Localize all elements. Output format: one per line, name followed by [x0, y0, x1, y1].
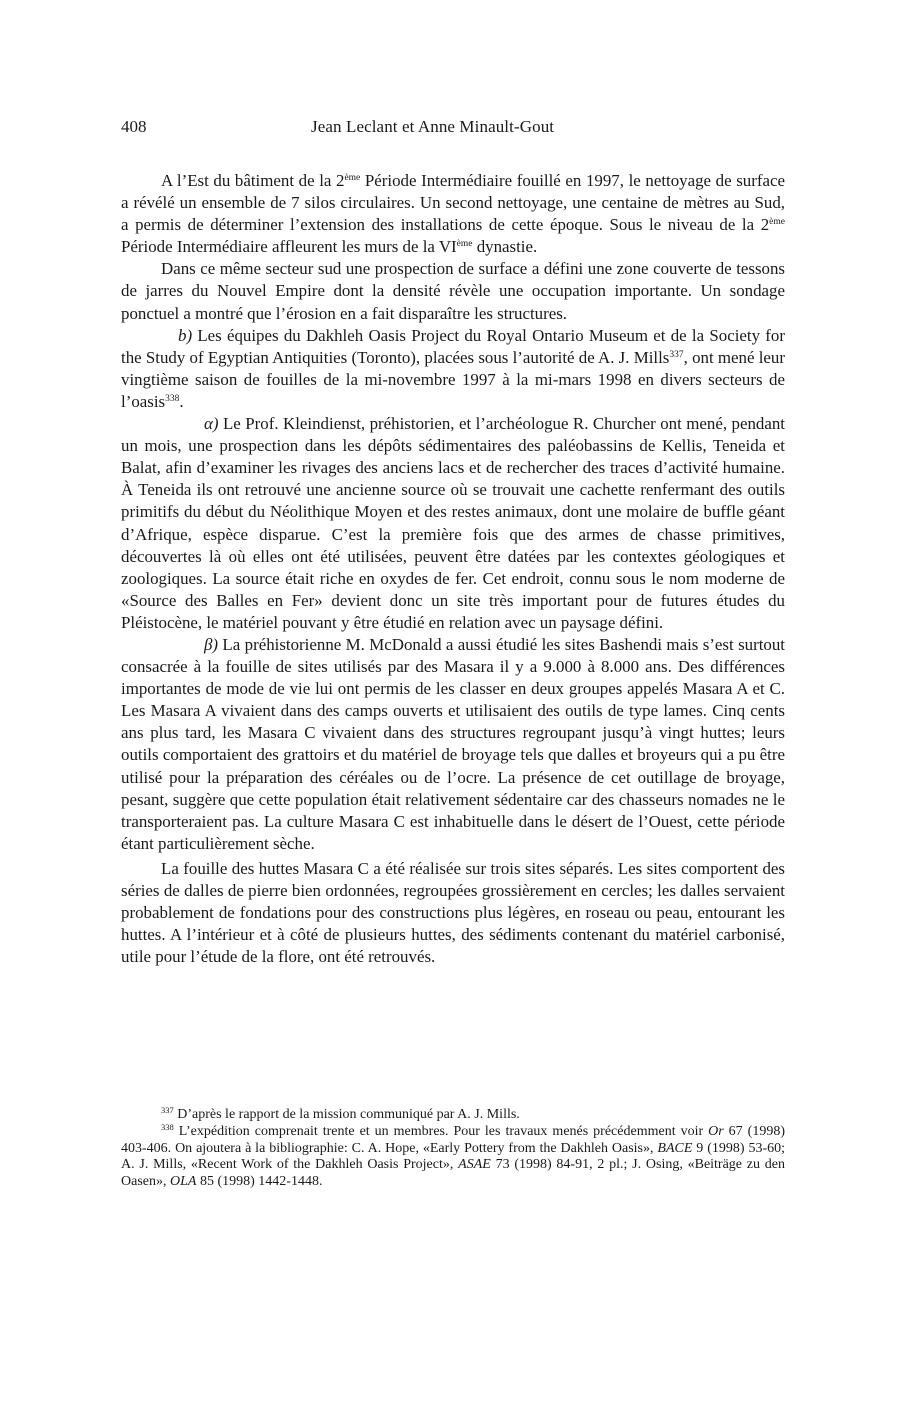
text-run: 85 (1998) 1442-1448. [196, 1174, 323, 1190]
paragraph [121, 634, 785, 855]
superscript: 337 [669, 349, 684, 360]
paragraph [121, 858, 785, 968]
page-number: 408 [121, 117, 147, 136]
superscript: 337 [161, 1105, 174, 1115]
superscript: ème [344, 173, 361, 183]
italic-text: OLA [170, 1174, 197, 1190]
text-run: D’après le rapport de la mission communiqué par A. J. Mills. [173, 1107, 520, 1122]
superscript: ème [769, 217, 785, 228]
text-run: La préhistorienne M. McDonald a aussi étudié les sites Bashendi mais s’est surtout consacrée à la fouille de sites utilisés par des Masara il y a 9.000 à 8.000 ans. Des différences importantes de mode de vie lui ont permis de les classer en deux groupes appelés Masara A et C. Les Masara A vivaient dans des camps ouverts et utilisaient des outils de type lames. Cinq cents ans plus tard, les Masara C vivaient dans des structures regroupant jusqu’à vingt huttes; leurs outils comportaient des grattoirs et du matériel de broyage tels que dalles et broyeurs qui a pu être utilisé pour la préparation des céréales ou de l’ocre. La présence de cet outillage de broyage, pesant, suggère que cette population était relativement sédentaire car des chasseurs nomades ne le transporteraient pas. La culture Masara C est inhabituelle dans le désert de l’Ouest, cette période étant particulièrement sèche. [121, 634, 785, 853]
italic-text: α) [204, 414, 219, 434]
text-run: 67 (1998) 403-406. On ajoutera à la bibliographie: C. A. Hope, «Early Pottery from the Dakhleh Oasis», [121, 1123, 785, 1156]
italic-text: ASAE [458, 1157, 491, 1173]
body-text [121, 170, 785, 968]
paragraph [121, 413, 785, 634]
text-run: L’expédition comprenait trente et un membres. Pour les travaux menés précédemment voir [173, 1123, 709, 1139]
italic-text: b) [178, 325, 193, 345]
text-run: La fouille des huttes Masara C a été réalisée sur trois sites séparés. Les sites comportent des séries de dalles de pierre bien ordonnées, regroupées grossièrement en cercles; les dalles servaient probablement de fondations pour des constructions plus légères, en roseau ou peau, entourant les huttes. A l’intérieur et à côté de plusieurs huttes, des sédiments contenant du matériel carbonisé, utile pour l’étude de la flore, ont été retrouvés. [121, 858, 785, 967]
text-run: Les équipes du Dakhleh Oasis Project du Royal Ontario Museum et de la Society for the Study of Egyptian Antiquities (Toronto), placées sous l’autorité de A. J. Mills [121, 325, 785, 367]
footnotes [121, 1107, 785, 1191]
footnote [121, 1107, 785, 1124]
italic-text: Or [708, 1123, 724, 1139]
italic-text: BACE [657, 1140, 693, 1156]
text-run: , ont mené leur vingtième saison de fouilles de la mi-novembre 1997 à la mi-mars 1998 en divers secteurs de l’oasis [121, 347, 785, 411]
text-run: Période Intermédiaire affleurent les murs de la VI [121, 237, 457, 257]
superscript: 338 [165, 393, 180, 404]
text-run: Dans ce même secteur sud une prospection de surface a défini une zone couverte de tessons de jarres du Nouvel Empire dont la densité révèle une occupation importante. Un sondage ponctuel a montré que l’érosion en a fait disparaître les structures. [121, 259, 785, 323]
italic-text: β) [204, 634, 219, 654]
text-run: A l’Est du bâtiment de la 2 [161, 171, 345, 190]
paragraph [121, 258, 785, 324]
superscript: 338 [161, 1121, 174, 1132]
running-head [121, 117, 785, 141]
paragraph [121, 325, 785, 413]
superscript: ème [456, 239, 473, 250]
running-title: Jean Leclant et Anne Minault-Gout [311, 117, 555, 136]
text-run: dynastie. [472, 237, 538, 257]
text-run: . [179, 391, 184, 411]
text-run: 9 (1998) 53-60; A. J. Mills, «Recent Work of the Dakhleh Oasis Project», [121, 1140, 785, 1173]
text-run: Période Intermédiaire fouillé en 1997, le nettoyage de surface a révélé un ensemble de 7 silos circulaires. Un second nettoyage, une centaine de mètres au Sud, a permis de déterminer l’extension des installations de cette époque. Sous le niveau de la 2 [121, 171, 785, 235]
footnote [121, 1121, 785, 1191]
paragraph [121, 170, 785, 258]
text-run: 73 (1998) 84-91, 2 pl.; J. Osing, «Beiträge zu den Oasen», [121, 1157, 785, 1190]
text-run: Le Prof. Kleindienst, préhistorien, et l’archéologue R. Churcher ont mené, pendant un mois, une prospection dans les dépôts sédimentaires des paléobassins de Kellis, Teneida et Balat, afin d’examiner les rivages des anciens lacs et de rechercher des traces d’activité humaine. À Teneida ils ont retrouvé une ancienne source où se trouvait une cachette renfermant des outils primitifs du début du Néolithique Moyen et des restes animaux, dont une molaire de buffle géant d’Afrique, espèce disparue. C’est la première fois que des armes de chasse primitives, découvertes là où elles ont été utilisées, peuvent être datées par les contextes géologiques et zoologiques. La source était riche en oxydes de fer. Cet endroit, connu sous le nom moderne de «Source des Balles en Fer» devient donc un site très important pour de futures études du Pléistocène, le matériel pouvant y être étudié en relation avec un paysage défini. [121, 414, 785, 632]
